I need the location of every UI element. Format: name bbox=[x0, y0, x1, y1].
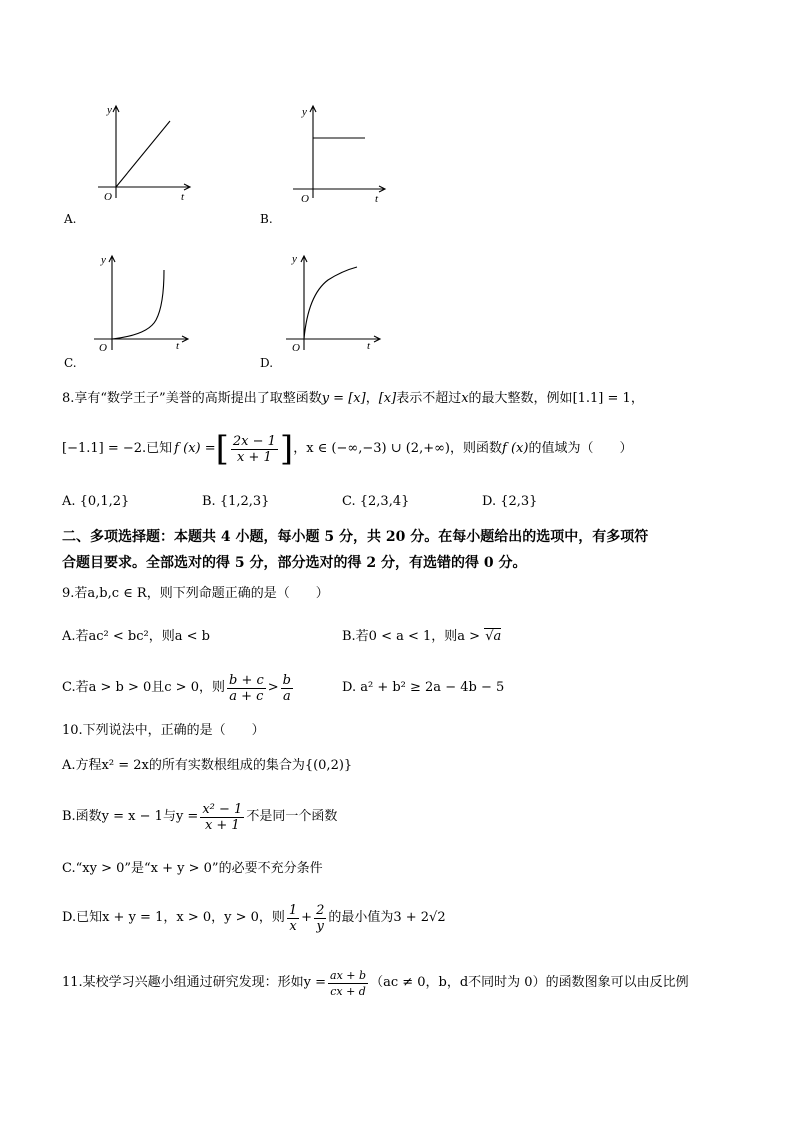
graph-d-origin: O bbox=[292, 342, 300, 354]
graph-b-t-label: t bbox=[375, 193, 379, 205]
graph-b bbox=[285, 100, 395, 215]
graph-d-label: D. bbox=[260, 356, 274, 370]
q10-stem: 10.下列说法中，正确的是（ ） bbox=[62, 723, 265, 738]
graph-a-label: A. bbox=[64, 212, 77, 226]
graph-d-t-label: t bbox=[367, 340, 371, 352]
graph-d-y-label: y bbox=[292, 253, 297, 265]
section2-line2: 合题目要求。全部选对的得 5 分，部分选对的得 2 分，有选错的得 0 分。 bbox=[62, 555, 527, 571]
graph-c-label: C. bbox=[64, 356, 77, 370]
graph-a-t-label: t bbox=[181, 191, 185, 203]
q8-option-c[interactable]: C. {2,3,4} bbox=[342, 494, 410, 509]
q10-option-c[interactable]: C.“xy > 0”是“x + y > 0”的必要不充分条件 bbox=[62, 861, 323, 876]
graph-b-origin: O bbox=[301, 193, 309, 205]
graph-c-t-label: t bbox=[176, 340, 180, 352]
q9-option-c[interactable]: C.若a > b > 0且c > 0，则 $\frac{b + c}{a + c}$ > $\frac{b}{a}$ bbox=[62, 672, 291, 704]
q8-option-a[interactable]: A. {0,1,2} bbox=[62, 494, 130, 509]
q9-stem: 9.若a,b,c ∈ R，则下列命题正确的是（ ） bbox=[62, 586, 329, 601]
graph-a-y-label: y bbox=[107, 104, 112, 116]
graph-b-y-label: y bbox=[302, 106, 307, 118]
graph-b-label: B. bbox=[260, 212, 273, 226]
q8-line1: 8.享有“数学王子”美誉的高斯提出了取整函数y = [x]，[x]表示不超过x的最大整数，例如[1.1] = 1， bbox=[62, 391, 644, 406]
graph-a-origin: O bbox=[104, 191, 112, 203]
q10-option-d[interactable]: D.已知x + y = 1，x > 0，y > 0，则 $\frac{1}{x}$ + $\frac{2}{y}$ 的最小值为3 + 2√2 bbox=[62, 902, 446, 934]
q8-option-b[interactable]: B. {1,2,3} bbox=[202, 494, 270, 509]
q8-option-d[interactable]: D. {2,3} bbox=[482, 494, 538, 509]
q8-fraction: $\frac{2x - 1}{x + 1}$ bbox=[232, 433, 276, 465]
graph-c-origin: O bbox=[99, 342, 107, 354]
graph-c-y-label: y bbox=[101, 254, 106, 266]
q9-option-a[interactable]: A.若ac² < bc²，则a < b bbox=[62, 629, 210, 644]
q9-option-b[interactable]: B.若0 < a < 1，则a > √a bbox=[342, 629, 502, 644]
graph-c-curve bbox=[112, 270, 164, 339]
q11-stem: 11.某校学习兴趣小组通过研究发现：形如y = $\frac{ax + b}{cx + d}$ （ac ≠ 0，b，d不同时为 0）的函数图象可以由反比例 bbox=[62, 968, 689, 998]
section2-line1: 二、多项选择题：本题共 4 小题，每小题 5 分，共 20 分。在每小题给出的选项中，有多项符 bbox=[62, 529, 649, 545]
graph-d bbox=[280, 250, 390, 360]
graph-d-curve bbox=[304, 267, 357, 339]
graph-a-curve bbox=[116, 121, 170, 187]
q9-option-d[interactable]: D. a² + b² ≥ 2a − 4b − 5 bbox=[342, 680, 505, 695]
graph-a bbox=[88, 100, 198, 215]
q8-line2: [−1.1] = −2 .已知 f (x) = [ $\frac{2x - 1}{x + 1}$ ] ，x ∈ (−∞,−3) ∪ (2,+∞) ，则函数 f (x) 的值域为（ ） bbox=[62, 429, 633, 469]
graph-c bbox=[88, 250, 198, 360]
q10-option-b[interactable]: B.函数y = x − 1与y = $\frac{\text{x² − 1}}{x + 1}$ 不是同一个函数 bbox=[62, 801, 338, 833]
q10-option-a[interactable]: A.方程x² = 2x的所有实数根组成的集合为{(0,2)} bbox=[62, 758, 353, 773]
